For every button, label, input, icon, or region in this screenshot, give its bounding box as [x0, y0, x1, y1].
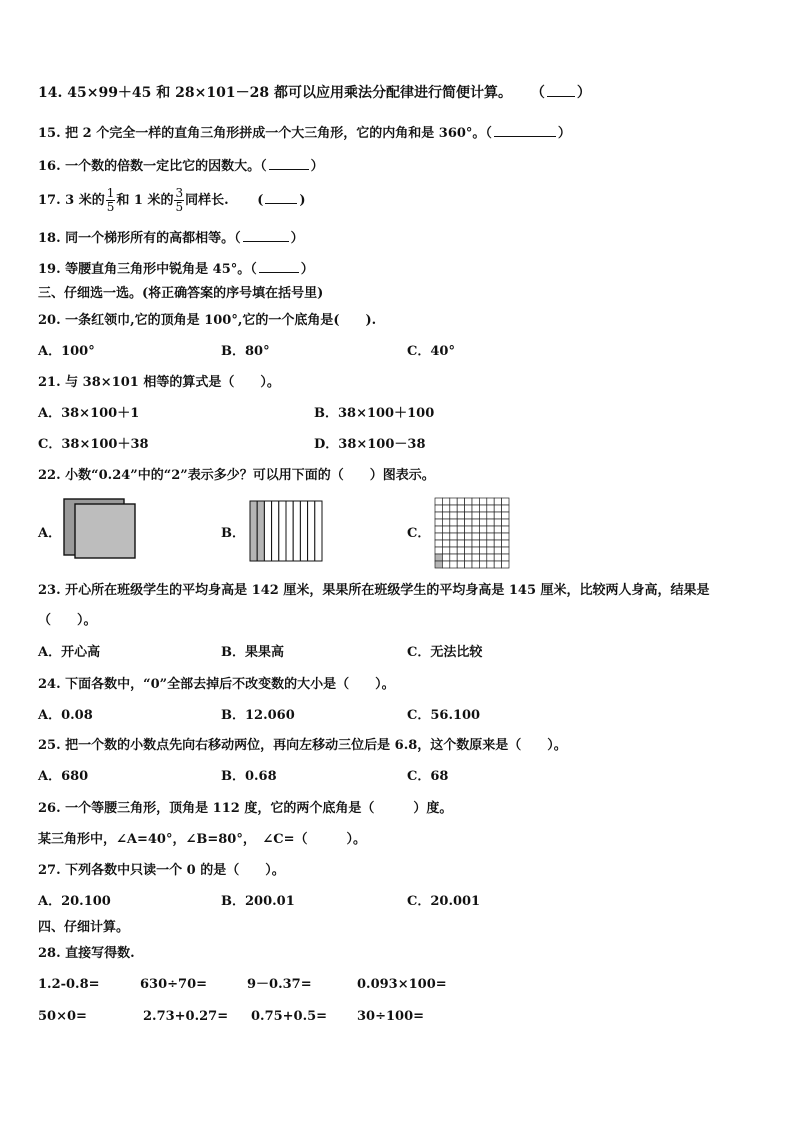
option-a[interactable]: A．38×100＋1: [38, 406, 140, 421]
grid-cell: [457, 533, 464, 540]
strip: [279, 501, 286, 561]
grid-cell: [472, 498, 479, 505]
grid-cell: [479, 498, 486, 505]
question-27: 27. 下列各数中只读一个 0 的是（ ）。: [38, 863, 285, 878]
grid-cell: [465, 498, 472, 505]
grid-cell: [465, 554, 472, 561]
grid-cell: [435, 526, 442, 533]
option-b[interactable]: B．: [221, 526, 245, 541]
grid-cell: [502, 540, 509, 547]
grid-cell: [450, 561, 457, 568]
option-a[interactable]: A．: [38, 526, 62, 541]
grid-cell: [472, 533, 479, 540]
grid-cell: [465, 533, 472, 540]
strip: [286, 501, 293, 561]
question-23: 23. 开心所在班级学生的平均身高是 142 厘米，果果所在班级学生的平均身高是 145 厘米，比较两人身高，结果是: [38, 583, 710, 598]
answer-blank[interactable]: [243, 229, 289, 242]
option-b[interactable]: B．12.060: [221, 708, 295, 723]
grid-cell: [472, 540, 479, 547]
grid-cell: [435, 505, 442, 512]
grid-cell: [494, 561, 501, 568]
grid-cell: [472, 526, 479, 533]
question-23-cont: （ ）。: [38, 613, 97, 628]
grid-cell: [472, 547, 479, 554]
question-26-part2: 某三角形中，∠A=40°，∠B=80°， ∠C=（ ）。: [38, 832, 366, 847]
option-a[interactable]: A．20.100: [38, 894, 111, 909]
grid-cell: [487, 547, 494, 554]
calc-item: 50×0=: [38, 1009, 87, 1024]
strip: [300, 501, 307, 561]
option-a[interactable]: A．680: [38, 769, 89, 784]
strip: [272, 501, 279, 561]
strip: [257, 501, 264, 561]
grid-cell: [442, 498, 449, 505]
calc-item: 0.093×100=: [357, 977, 447, 992]
grid-cell: [502, 533, 509, 540]
section-heading: 三、仔细选一选。(将正确答案的序号填在括号里): [38, 286, 324, 301]
grid-cell: [457, 554, 464, 561]
option-c[interactable]: C．40°: [407, 344, 455, 359]
question-24: 24. 下面各数中，“0”全部去掉后不改变数的大小是（ ）。: [38, 677, 395, 692]
grid-cell: [465, 561, 472, 568]
grid-cell: [450, 547, 457, 554]
grid-cell: [472, 512, 479, 519]
calc-item: 2.73+0.27=: [143, 1009, 229, 1024]
grid-cell: [479, 519, 486, 526]
strip: [264, 501, 271, 561]
option-a[interactable]: A．100°: [38, 344, 95, 359]
grid-cell: [502, 512, 509, 519]
figure-grid[interactable]: [434, 497, 510, 569]
grid-cell: [502, 526, 509, 533]
strip: [250, 501, 257, 561]
option-b[interactable]: B．80°: [221, 344, 270, 359]
option-c[interactable]: C．68: [407, 769, 449, 784]
grid-cell: [502, 498, 509, 505]
grid-cell: [450, 498, 457, 505]
grid-cell: [479, 547, 486, 554]
grid-cell: [465, 547, 472, 554]
grid-cell: [457, 547, 464, 554]
calc-item: 30÷100=: [357, 1009, 425, 1024]
grid-cell: [457, 540, 464, 547]
grid-cell: [457, 505, 464, 512]
grid-cell: [487, 540, 494, 547]
grid-cell: [472, 519, 479, 526]
grid-cell: [502, 519, 509, 526]
question-21: 21. 与 38×101 相等的算式是（ ）。: [38, 375, 280, 390]
grid-cell: [487, 533, 494, 540]
grid-cell: [435, 554, 442, 561]
option-c[interactable]: C．20.001: [407, 894, 481, 909]
grid-cell: [494, 540, 501, 547]
calc-item: 9－0.37=: [247, 977, 312, 992]
grid-cell: [450, 526, 457, 533]
grid-cell: [442, 554, 449, 561]
option-a[interactable]: A．0.08: [38, 708, 93, 723]
grid-cell: [450, 505, 457, 512]
grid-cell: [442, 526, 449, 533]
grid-cell: [465, 540, 472, 547]
grid-cell: [457, 526, 464, 533]
grid-cell: [450, 512, 457, 519]
question-15: 15. 把 2 个完全一样的直角三角形拼成一个大三角形，它的内角和是 360°。（ ）: [38, 126, 571, 141]
grid-cell: [479, 526, 486, 533]
calc-item: 1.2-0.8=: [38, 977, 100, 992]
question-25: 25. 把一个数的小数点先向右移动两位，再向左移动三位后是 6.8，这个数原来是（ ）。: [38, 738, 567, 753]
option-a[interactable]: A．开心高: [38, 645, 101, 660]
grid-cell: [435, 519, 442, 526]
grid-cell: [450, 540, 457, 547]
strip: [315, 501, 322, 561]
question-26: 26. 一个等腰三角形，顶角是 112 度，它的两个底角是（ ）度。: [38, 801, 453, 816]
grid-cell: [479, 512, 486, 519]
grid-cell: [472, 554, 479, 561]
fraction: $\frac{1}{5}$: [106, 186, 115, 214]
answer-blank[interactable]: [269, 157, 309, 170]
grid-cell: [450, 554, 457, 561]
option-c[interactable]: C．无法比较: [407, 645, 483, 660]
grid-cell: [435, 512, 442, 519]
strip: [308, 501, 315, 561]
option-b[interactable]: B．0.68: [221, 769, 277, 784]
question-22: 22. 小数“0.24”中的“2”表示多少？可以用下面的（ ）图表示。: [38, 468, 435, 483]
grid-cell: [502, 505, 509, 512]
grid-cell: [487, 554, 494, 561]
grid-cell: [502, 561, 509, 568]
grid-cell: [502, 547, 509, 554]
grid-cell: [457, 498, 464, 505]
question-28: 28. 直接写得数.: [38, 946, 135, 961]
grid-cell: [494, 554, 501, 561]
grid-cell: [442, 540, 449, 547]
grid-cell: [494, 519, 501, 526]
grid-cell: [465, 505, 472, 512]
grid-cell: [487, 498, 494, 505]
grid-cell: [435, 540, 442, 547]
grid-cell: [487, 505, 494, 512]
grid-cell: [435, 498, 442, 505]
answer-blank[interactable]: [259, 260, 299, 273]
grid-cell: [442, 547, 449, 554]
grid-cell: [472, 561, 479, 568]
grid-cell: [494, 533, 501, 540]
grid-cell: [479, 540, 486, 547]
grid-cell: [435, 533, 442, 540]
option-c[interactable]: C．56.100: [407, 708, 481, 723]
grid-cell: [494, 498, 501, 505]
calc-item: 630÷70=: [140, 977, 208, 992]
question-16: 16. 一个数的倍数一定比它的因数大。（ ）: [38, 159, 324, 174]
question-20: 20. 一条红领巾,它的顶角是 100°,它的一个底角是( ).: [38, 313, 377, 328]
grid-cell: [457, 561, 464, 568]
grid-cell: [494, 547, 501, 554]
grid-cell: [442, 561, 449, 568]
grid-cell: [457, 519, 464, 526]
grid-cell: [479, 505, 486, 512]
grid-cell: [494, 505, 501, 512]
grid-cell: [465, 512, 472, 519]
grid-cell: [465, 519, 472, 526]
option-c[interactable]: C．38×100＋38: [38, 437, 149, 452]
option-c[interactable]: C．: [407, 526, 431, 541]
grid-cell: [479, 554, 486, 561]
question-19: 19. 等腰直角三角形中锐角是 45°。（ ）: [38, 262, 314, 277]
option-d[interactable]: D．38×100－38: [314, 437, 426, 452]
question-text: 45×99＋45 和 28×101－28 都可以应用乘法分配律进行简便计算。: [67, 85, 512, 101]
grid-cell: [442, 505, 449, 512]
grid-cell: [479, 533, 486, 540]
answer-blank[interactable]: [547, 84, 575, 97]
grid-cell: [487, 561, 494, 568]
grid-cell: [472, 505, 479, 512]
grid-cell: [450, 533, 457, 540]
grid-cell: [487, 519, 494, 526]
grid-cell: [479, 561, 486, 568]
grid-cell: [487, 512, 494, 519]
fraction: $\frac{3}{5}$: [175, 186, 184, 214]
strip: [293, 501, 300, 561]
grid-cell: [442, 512, 449, 519]
grid-cell: [457, 512, 464, 519]
option-b[interactable]: B．200.01: [221, 894, 295, 909]
option-b[interactable]: B．果果高: [221, 645, 284, 660]
grid-cell: [450, 519, 457, 526]
question-14: 14. 45×99＋45 和 28×101－28 都可以应用乘法分配律进行简便计算。 （ ）: [38, 85, 591, 101]
figure-squares[interactable]: [63, 498, 137, 560]
answer-blank[interactable]: [265, 191, 297, 204]
grid-cell: [487, 526, 494, 533]
question-17: 17. 3 米的 $\frac{1}{5}$ 和 1 米的 $\frac{3}{5}$ 同样长. ( ): [38, 186, 306, 214]
grid-cell: [494, 526, 501, 533]
grid-cell: [494, 512, 501, 519]
grid-cell: [435, 561, 442, 568]
grid-cell: [442, 519, 449, 526]
grid-cell: [465, 526, 472, 533]
grid-cell: [435, 547, 442, 554]
question-18: 18. 同一个梯形所有的高都相等。（ ）: [38, 231, 304, 246]
answer-blank[interactable]: [494, 124, 556, 137]
grid-cell: [442, 533, 449, 540]
grid-cell: [502, 554, 509, 561]
calc-item: 0.75+0.5=: [251, 1009, 328, 1024]
figure-strips[interactable]: [249, 500, 323, 562]
question-number: 14.: [38, 85, 63, 101]
option-b[interactable]: B．38×100＋100: [314, 406, 435, 421]
section-heading: 四、仔细计算。: [38, 920, 130, 935]
